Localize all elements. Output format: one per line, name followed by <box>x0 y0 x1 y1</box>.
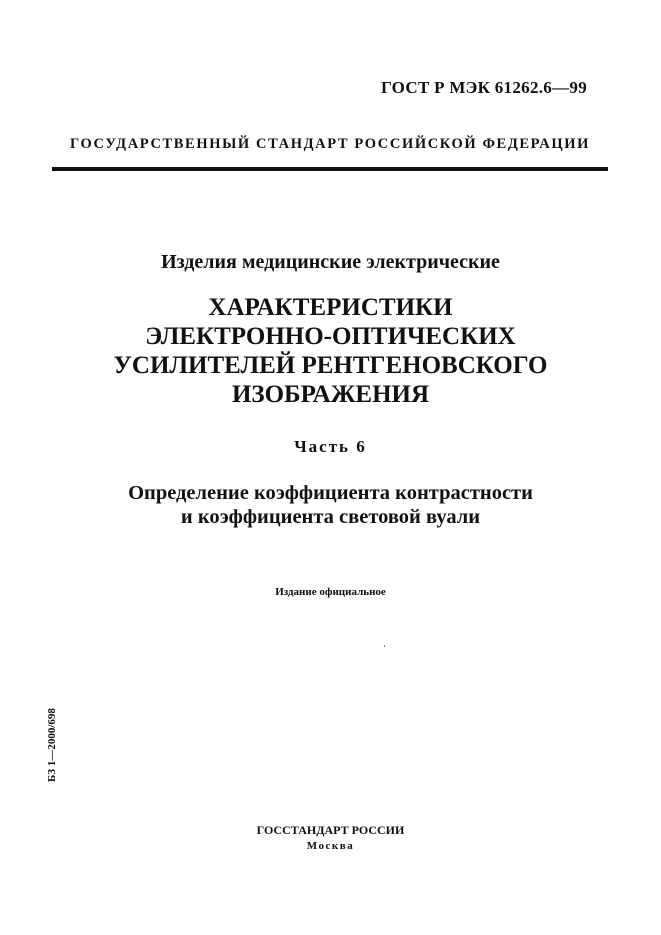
side-code: БЗ 1—2000/698 <box>46 708 58 782</box>
part-title-line: и коэффициента световой вуали <box>180 506 481 528</box>
header-rule <box>52 167 608 171</box>
main-title-line: ХАРАКТЕРИСТИКИ <box>208 294 453 321</box>
subject-line: Изделия медицинские электрические <box>161 251 500 273</box>
print-speck <box>384 645 385 647</box>
edition-label: Издание официальное <box>275 586 386 598</box>
part-title <box>0 481 661 529</box>
main-title-line: УСИЛИТЕЛЕЙ РЕНТГЕНОВСКОГО <box>113 352 548 379</box>
publisher: ГОССТАНДАРТ РОССИИ <box>256 823 405 837</box>
standard-number: ГОСТ Р МЭК 61262.6—99 <box>380 78 587 97</box>
publisher-city: Москва <box>306 840 355 852</box>
state-standard-heading: ГОСУДАРСТВЕННЫЙ СТАНДАРТ РОССИЙСКОЙ ФЕДЕРАЦИИ <box>69 136 590 152</box>
part-number: Часть 6 <box>294 437 367 456</box>
main-title-line: ИЗОБРАЖЕНИЯ <box>231 381 430 408</box>
main-title-line: ЭЛЕКТРОННО-ОПТИЧЕСКИХ <box>145 323 516 350</box>
part-title-line: Определение коэффициента контрастности <box>128 482 533 504</box>
main-title <box>0 293 661 409</box>
